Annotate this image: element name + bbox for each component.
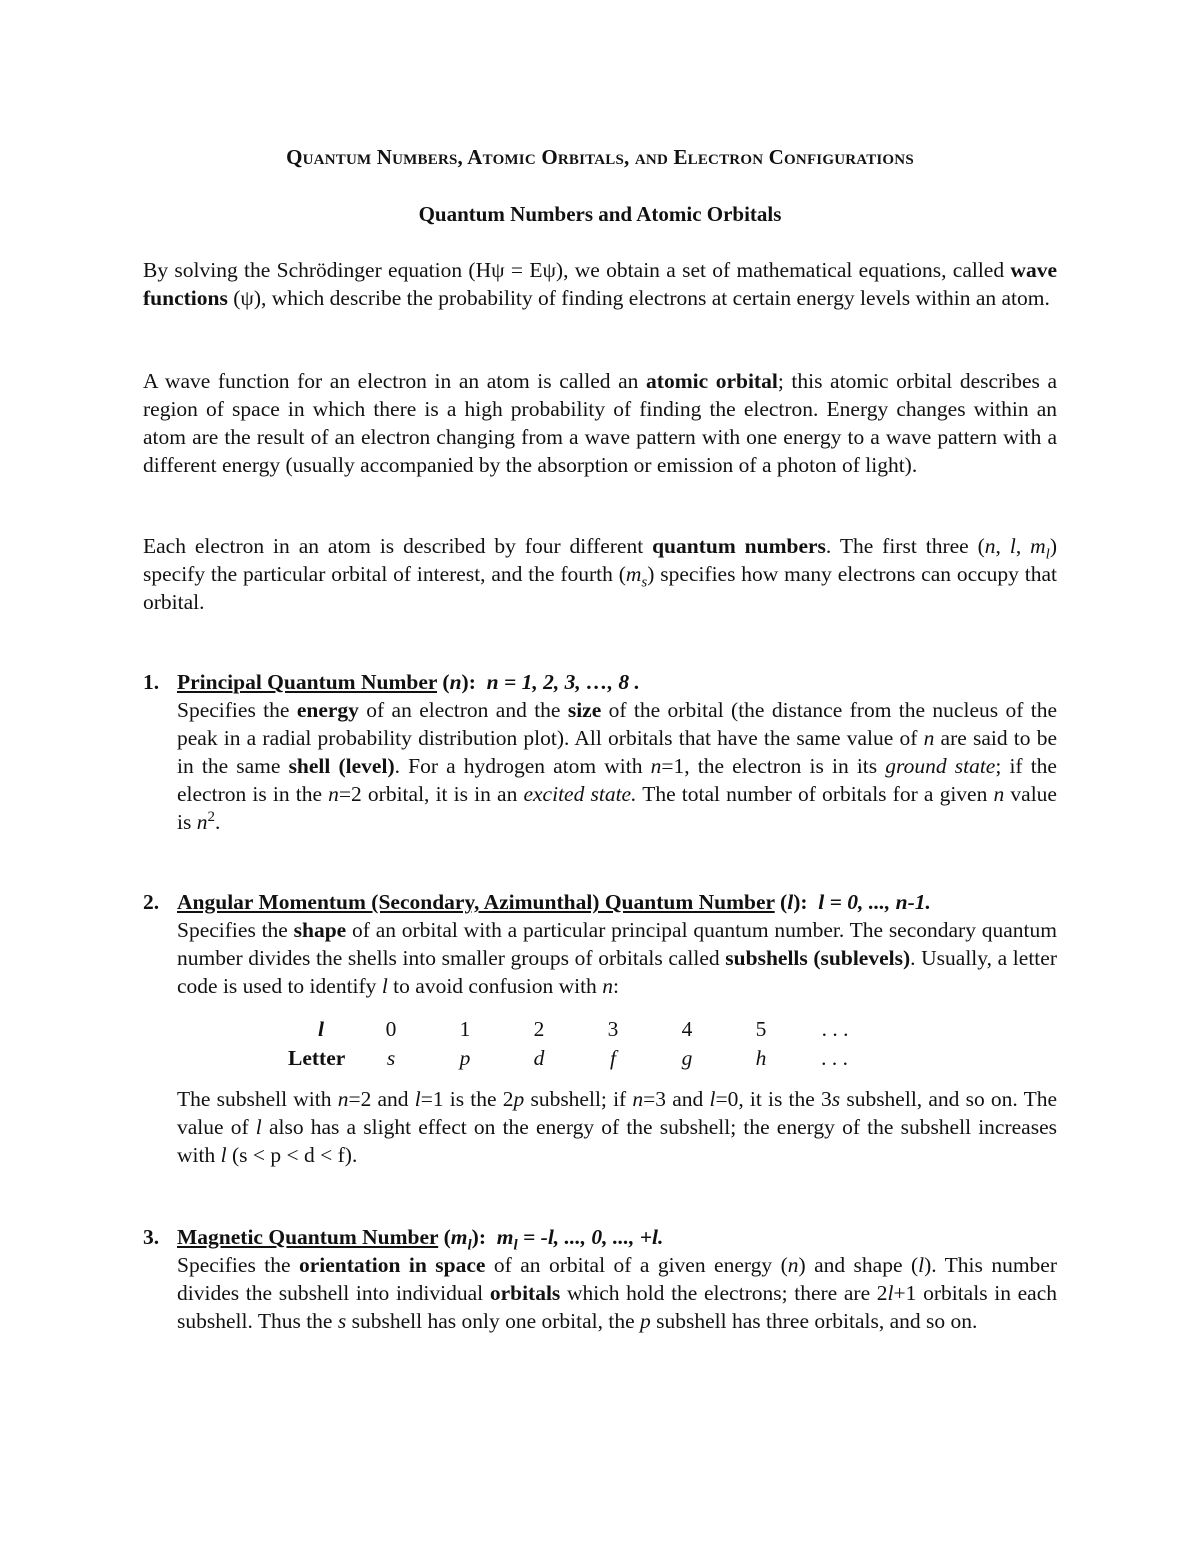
table-cell: 4 — [681, 1016, 693, 1041]
table-cell: 0 — [385, 1016, 397, 1041]
table-cell: 3 — [607, 1016, 619, 1041]
table-cell: h — [755, 1045, 767, 1070]
table-cell: p — [459, 1045, 471, 1070]
section-title: Quantum Numbers and Atomic Orbitals — [418, 202, 782, 226]
table-cell: s — [386, 1045, 396, 1070]
item-heading-magnetic: Magnetic Quantum Number $(m_l)$: $m_l = -l$, ..., 0, ..., +l. — [177, 1225, 664, 1254]
list-item-angular — [177, 888, 1057, 1000]
table-cell: d — [533, 1045, 545, 1070]
table-cell: g — [681, 1045, 693, 1070]
item-text-principal: Specifies the energy of an electron and the size of the orbital (the distance from the nucleus of the peak in a radial probability distribution plot). All orbitals that have the same value of n are said to be in the same shell (level). For a hydrogen atom with n=1, the electron is in its ground state; if the electron is in the n=2 orbital, it is in an excited state. The total number of orbitals for a given n value is $n^2$. — [177, 698, 1058, 834]
item-text-angular: Specifies the shape of an orbital with a particular principal quantum number. The secondary quantum number divides the shells into smaller groups of orbitals called subshells (sublevels). Usually, a letter code is used to identify l to avoid confusion with n: — [177, 918, 1057, 998]
list-item-principal — [177, 668, 1057, 836]
table-cell: 1 — [459, 1016, 471, 1041]
table-cell: 2 — [533, 1016, 545, 1041]
table-cell: . . . — [821, 1016, 849, 1041]
list-number-3: 3. — [143, 1225, 160, 1249]
list-item-magnetic — [177, 1223, 1057, 1335]
intro-paragraph-1: By solving the Schrödinger equation (Hψ = Eψ), we obtain a set of mathematical equations, called wave functions (ψ), which describe the probability of finding electrons at certain energy levels within an atom. — [143, 258, 1057, 310]
intro-paragraph-2: A wave function for an electron in an atom is called an atomic orbital; this atomic orbital describes a region of space in which there is a high probability of finding the electron. Energy changes within an atom are the result of an electron changing from a wave pattern with one energy to a wave pattern with a different energy (usually accompanied by the absorption or emission of a photon of light). — [143, 369, 1057, 477]
item-heading-angular: Angular Momentum (Secondary, Azimunthal) Quantum Number (l): l = 0, ..., n-1. — [177, 890, 931, 914]
item-text-magnetic: Specifies the orientation in space of an orbital of a given energy (n) and shape (l). This number divides the subshell into individual orbitals which hold the electrons; there are 2l+1 orbitals in each subshell. Thus the s subshell has only one orbital, the p subshell has three orbitals, and so on. — [177, 1253, 1058, 1333]
list-number-2: 2. — [143, 890, 160, 914]
item-text-subshell: The subshell with n=2 and l=1 is the 2p subshell; if n=3 and l=0, it is the 3s subshell, and so on. The value of l also has a slight effect on the energy of the subshell; the energy of the subshell increases with l (s < p < d < f). — [177, 1087, 1057, 1167]
intro-paragraph-3: Each electron in an atom is described by four different quantum numbers. The first three (n, l, $m_l$) specify the particular orbital of interest, and the fourth $(m_s)$ specifies how many electrons can occupy that orbital. — [143, 534, 1057, 614]
list-number-1: 1. — [143, 670, 160, 694]
page-title: Quantum Numbers, Atomic Orbitals, and Electron Configurations — [286, 145, 914, 169]
table-row — [288, 1043, 872, 1072]
item-heading-principal: Principal Quantum Number (n): n = 1, 2, 3, …, 8 . — [177, 670, 640, 694]
table-cell: . . . — [821, 1045, 849, 1070]
table-cell: f — [610, 1045, 616, 1070]
table-cell: 5 — [755, 1016, 767, 1041]
table-cell: Letter — [288, 1045, 346, 1070]
letter-code-table — [288, 1014, 872, 1072]
table-row — [288, 1014, 872, 1043]
table-cell: l — [318, 1016, 324, 1041]
